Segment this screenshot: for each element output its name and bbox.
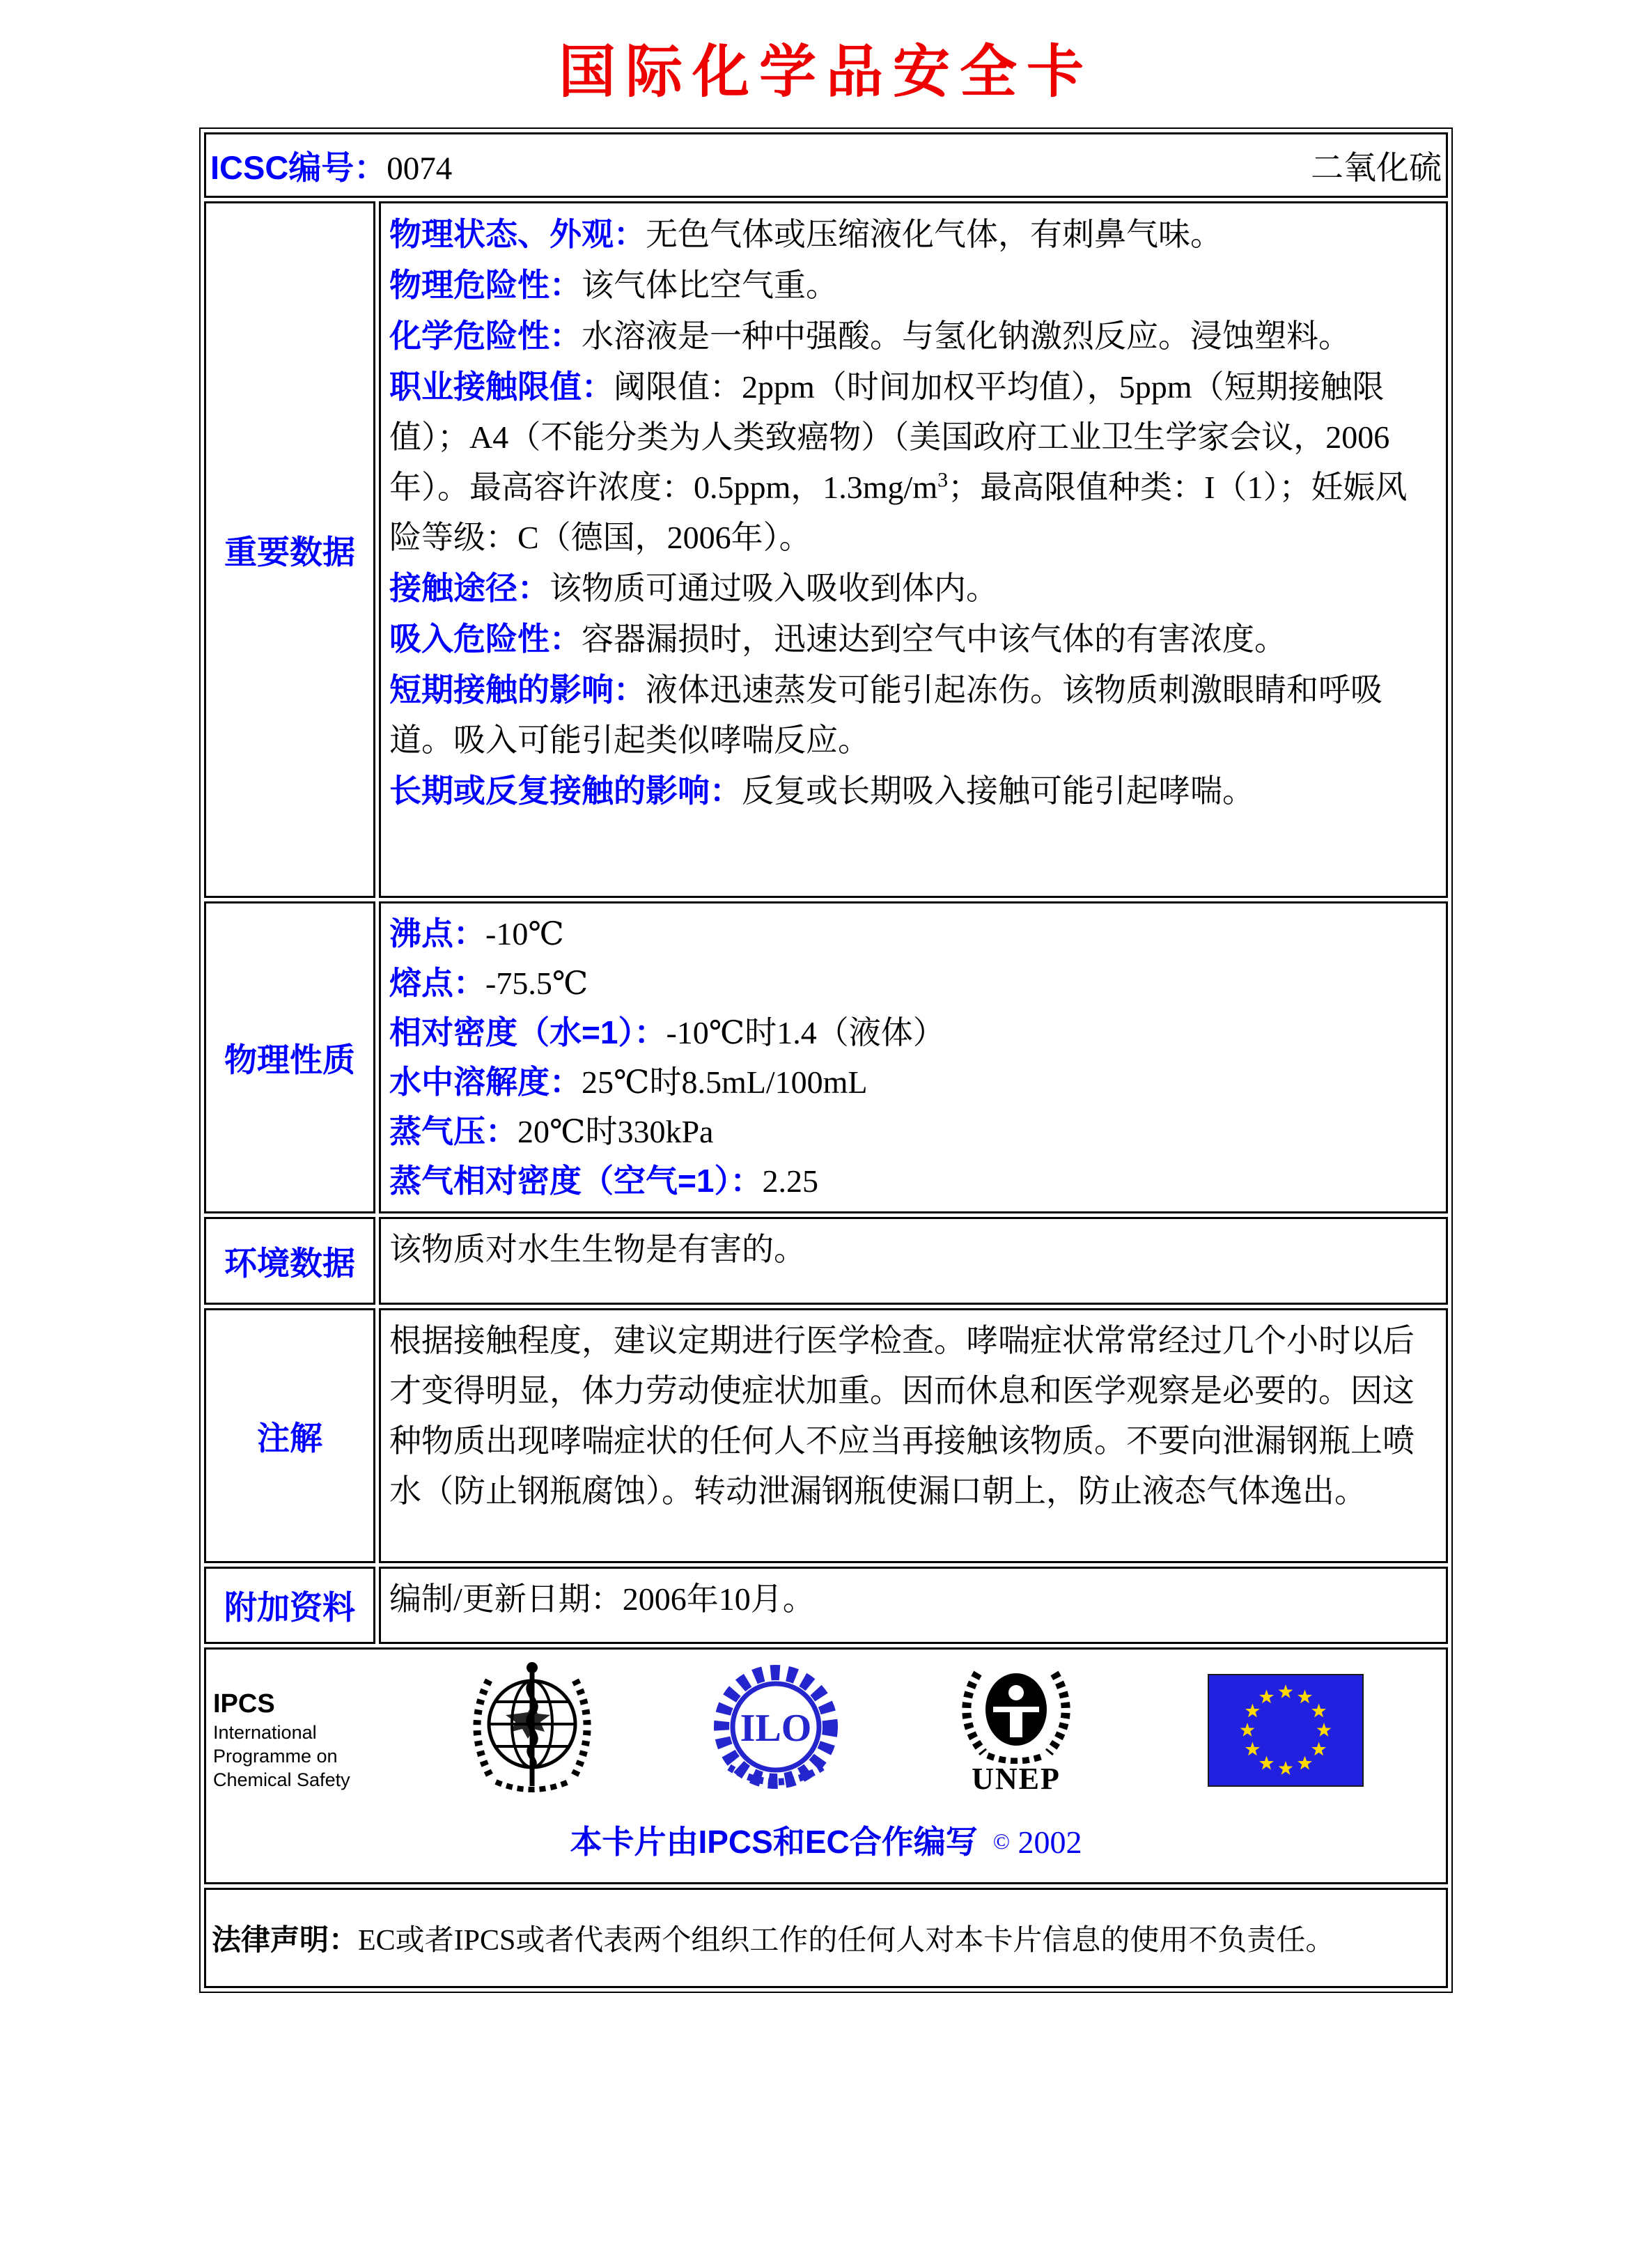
eu-flag-icon: [1208, 1674, 1364, 1787]
legal-row: [204, 1888, 1448, 1988]
copyright-symbol: ©: [992, 1829, 1011, 1854]
item-label: 长期或反复接触的影响：: [389, 773, 742, 809]
item-label: 相对密度（水=1）：: [389, 1014, 667, 1050]
important-data-row: [204, 201, 1448, 898]
section-label-additional-info: 附加资料: [204, 1567, 375, 1644]
section-label-environmental-data: 环境数据: [204, 1217, 375, 1305]
item-text: 容器漏损时，迅速达到空气中该气体的有害浓度。: [582, 621, 1286, 657]
logos-row: [204, 1647, 1448, 1884]
who-logo-icon: [462, 1659, 602, 1802]
item-label: 水中溶解度：: [389, 1064, 582, 1100]
unep-logo-icon: [957, 1666, 1075, 1794]
item-label: 接触途径：: [389, 570, 550, 606]
physical-properties-row: [204, 901, 1448, 1213]
environmental-data-content: 该物质对水生生物是有害的。: [379, 1217, 1448, 1305]
section-label-important-data: 重要数据: [204, 201, 375, 898]
header-row: [204, 132, 1448, 198]
ipcs-line: Programme on: [213, 1746, 338, 1767]
item-text: 2.25: [762, 1163, 818, 1199]
important-item: [389, 260, 1437, 311]
cooperation-caption-text: 本卡片由IPCS和EC合作编写: [570, 1824, 978, 1860]
physical-item: [389, 909, 1437, 959]
item-text: 25℃时8.5mL/100mL: [582, 1064, 868, 1100]
item-label: 短期接触的影响：: [389, 672, 646, 708]
item-text: 反复或长期吸入接触可能引起哮喘。: [742, 773, 1254, 809]
header-cell: [204, 132, 1448, 198]
icsc-number-group: [210, 142, 452, 189]
item-text: 液体迅速蒸发可能引起冻伤。该物质刺激眼睛和呼吸道。吸入可能引起类似哮喘反应。: [389, 672, 1382, 758]
item-text: 无色气体或压缩液化气体，有刺鼻气味。: [646, 217, 1222, 252]
ipcs-line: International: [213, 1722, 317, 1743]
page-title: 国际化学品安全卡: [558, 40, 1093, 104]
important-item: [389, 665, 1437, 766]
icsc-card: [199, 127, 1453, 1993]
ilo-letters: ILO: [740, 1706, 812, 1750]
physical-item: [389, 959, 1437, 1008]
item-label: 吸入危险性：: [389, 621, 582, 657]
important-item: [389, 209, 1437, 260]
section-label-physical-properties: 物理性质: [204, 901, 375, 1213]
physical-item: [389, 1057, 1437, 1107]
logos-strip: [206, 1657, 1446, 1804]
notes-content: 根据接触程度，建议定期进行医学检查。哮喘症状常常经过几个小时以后才变得明显，体力劳动使症状加重。因而休息和医学观察是必要的。因这种物质出现哮喘症状的任何人不应当再接触该物质。不要向泄漏钢瓶上喷水（防止钢瓶腐蚀）。转动泄漏钢瓶使漏口朝上，防止液态气体逸出。: [379, 1308, 1448, 1563]
item-label: 熔点：: [389, 965, 485, 1001]
item-text: 该物质可通过吸入吸收到体内。: [550, 571, 998, 606]
unep-wordmark: UNEP: [972, 1762, 1061, 1796]
icsc-table: [201, 129, 1451, 1992]
physical-item: [389, 1107, 1437, 1156]
item-label: 蒸气压：: [389, 1113, 517, 1149]
item-text: -10℃: [485, 916, 564, 952]
physical-item: [389, 1156, 1437, 1206]
important-item: [389, 766, 1437, 816]
legal-label: 法律声明：: [212, 1923, 359, 1956]
item-text: ；最高限值种类：I（1）；妊娠风险等级：C（德国，2006年）。: [389, 470, 1408, 555]
ipcs-text-block: [213, 1669, 387, 1792]
copyright-note: [993, 1824, 1082, 1860]
ipcs-acronym: IPCS: [213, 1689, 275, 1718]
notes-row: [204, 1308, 1448, 1563]
important-data-content: [379, 201, 1448, 898]
physical-item: [389, 1008, 1437, 1057]
item-label: 蒸气相对密度（空气=1）：: [389, 1163, 763, 1199]
legal-text: EC或者IPCS或者代表两个组织工作的任何人对本卡片信息的使用不负责任。: [358, 1925, 1335, 1957]
item-label: 沸点：: [389, 915, 485, 952]
superscript: 3: [937, 468, 949, 492]
item-text: 该气体比空气重。: [582, 267, 838, 303]
additional-info-row: [204, 1567, 1448, 1644]
ilo-logo-icon: [710, 1663, 842, 1799]
section-label-notes: 注解: [204, 1308, 375, 1563]
item-label: 物理状态、外观：: [389, 216, 646, 252]
item-text: 20℃时330kPa: [517, 1114, 714, 1149]
additional-info-content: 编制/更新日期：2006年10月。: [379, 1567, 1448, 1644]
item-label: 物理危险性：: [389, 267, 582, 303]
legal-cell: [204, 1888, 1448, 1988]
important-item: [389, 311, 1437, 362]
environmental-data-row: [204, 1217, 1448, 1305]
important-item: [389, 362, 1437, 563]
chemical-name: 二氧化硫: [1311, 150, 1442, 187]
item-text: 阈限值：2ppm（时间加权平均值），5ppm（短期接触限值）；A4（不能分类为人类致癌物）（美国政府工业卫生学家会议，2006年）。最高容许浓度：0.5ppm，1.3mg/m: [389, 369, 1390, 505]
physical-properties-content: [379, 901, 1448, 1213]
ipcs-line: Chemical Safety: [213, 1769, 350, 1790]
logos-cell: [204, 1647, 1448, 1884]
item-text: -10℃时1.4（液体）: [666, 1015, 945, 1050]
icsc-number-label: ICSC编号：: [210, 148, 387, 186]
important-item: [389, 614, 1437, 665]
icsc-number-value: 0074: [387, 150, 453, 187]
copyright-year: 2002: [1018, 1824, 1082, 1860]
item-text: -75.5℃: [485, 965, 589, 1001]
item-label: 职业接触限值：: [389, 368, 614, 405]
item-label: 化学危险性：: [389, 318, 582, 354]
cooperation-caption: [206, 1817, 1446, 1863]
important-item: [389, 563, 1437, 614]
item-text: 水溶液是一种中强酸。与氢化钠激烈反应。浸蚀塑料。: [582, 318, 1350, 354]
